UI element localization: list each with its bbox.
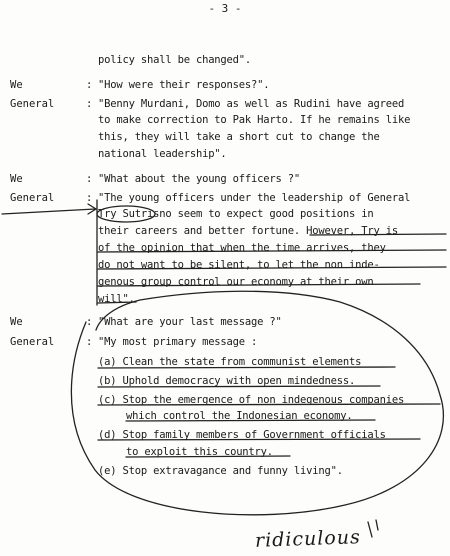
dialogue-line: "How were their responses?". [98,79,270,91]
colon: : [86,192,93,204]
dialogue-line: "What are your last message ?" [98,316,282,328]
dialogue-line: "The young officers under the leadership of General [98,192,411,204]
dialogue-line: national leadership". [98,148,227,160]
arrow-line [2,209,95,214]
dialogue-line: their careers and better fortune. However, Try is [98,225,398,237]
colon: : [86,98,93,110]
dialogue-line: to make correction to Pak Harto. If he remains like [98,114,411,126]
page-number: - 3 - [208,2,242,15]
dialogue-line: "My most primary message : [98,336,258,348]
arrow-head [88,204,96,214]
colon: : [86,79,93,91]
colon: : [86,316,93,328]
intro-line: policy shall be changed". [98,54,252,66]
dialogue-line: this, they will take a short cut to change the [98,131,380,143]
dialogue-line: Try Sutrisno seem to expect good positions in [98,208,374,220]
message-item: (e) Stop extravagance and funny living". [98,465,343,477]
message-item-continued: to exploit this country. [126,446,273,458]
message-item-continued: which control the Indonesian economy. [126,410,353,422]
speaker-label: We [10,173,23,185]
message-item: (b) Uphold democracy with open mindedness. [98,375,356,387]
dialogue-line: do not want to be silent, to let the non inde- [98,259,380,271]
dialogue-line: "What about the young officers ?" [98,173,301,185]
dialogue-line: genous group control our economy at their own [98,276,374,288]
speaker-label: General [10,98,55,110]
speaker-label: General [10,336,55,348]
speaker-label: General [10,192,55,204]
message-item: (c) Stop the emergence of non indegenous companies [98,394,405,406]
handwritten-note: ridiculous [254,526,362,552]
colon: : [86,173,93,185]
message-item: (d) Stop family members of Government officials [98,429,386,441]
message-item: (a) Clean the state from communist elements [98,356,362,368]
dialogue-line: will". [98,293,135,305]
dialogue-line: "Benny Murdani, Domo as well as Rudini have agreed [98,98,405,110]
colon: : [86,336,93,348]
speaker-label: We [10,79,23,91]
dialogue-line: of the opinion that when the time arrives, they [98,242,386,254]
speaker-label: We [10,316,23,328]
